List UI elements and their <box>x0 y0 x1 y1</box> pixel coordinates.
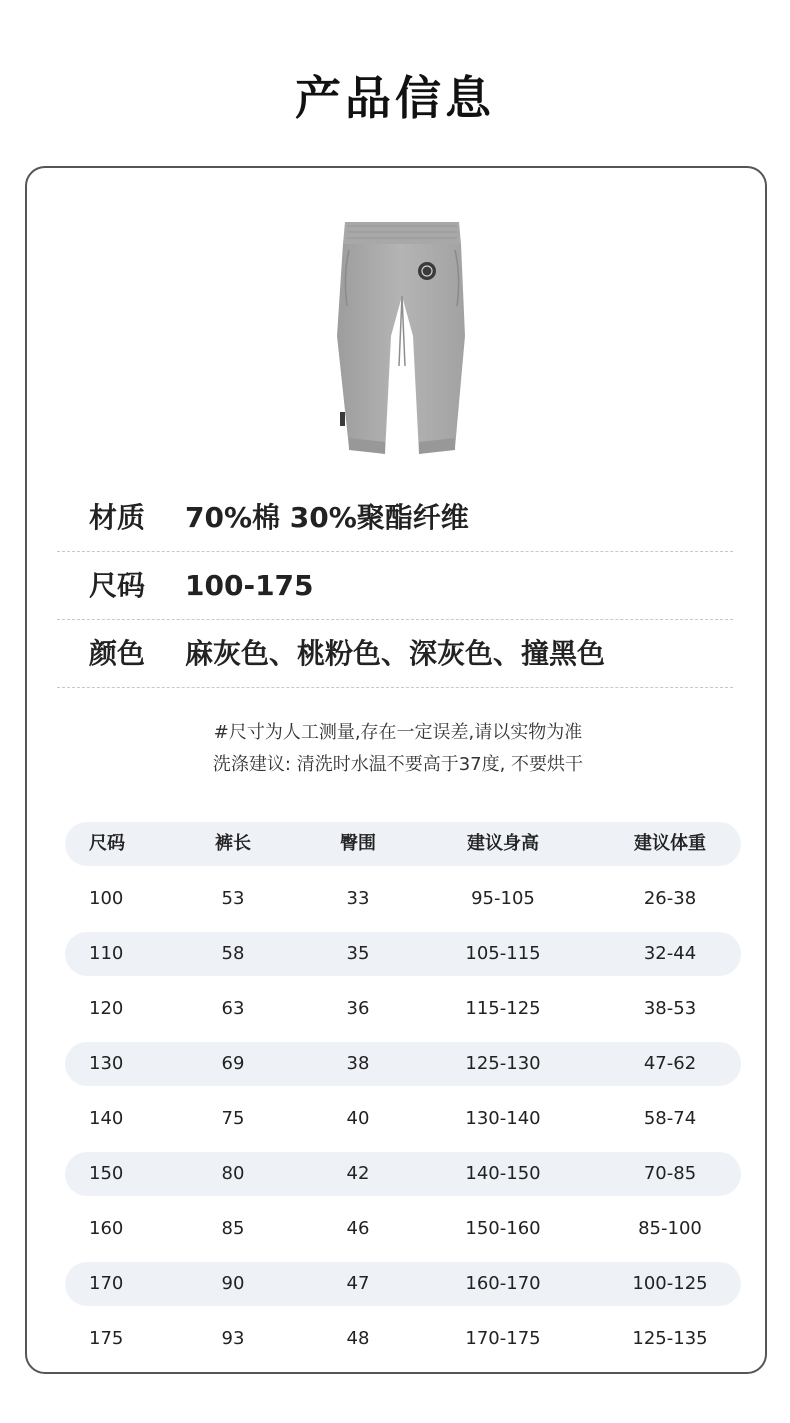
table-row <box>65 877 741 921</box>
spec-row-color <box>57 620 733 688</box>
table-header <box>65 822 741 866</box>
table-cell: 69 <box>221 1053 245 1074</box>
table-cell: 175 <box>89 1328 124 1349</box>
header-cell: 建议身高 <box>467 833 539 854</box>
grey-jogger-pants-icon <box>327 216 477 466</box>
table-row <box>65 1097 741 1141</box>
table-cell: 38 <box>346 1053 370 1074</box>
table-cell: 110 <box>89 943 124 964</box>
table-row <box>65 1207 741 1251</box>
table-cell: 48 <box>346 1328 370 1349</box>
washing-note: 洗涤建议: 清洗时水温不要高于37度, 不要烘干 <box>212 754 584 775</box>
spec-label: 材质 <box>89 501 146 534</box>
table-cell: 85-100 <box>638 1218 702 1239</box>
table-cell: 36 <box>346 998 370 1019</box>
header-cell: 建议体重 <box>634 833 706 854</box>
table-cell: 32-44 <box>643 943 697 964</box>
spec-row-material <box>57 484 733 552</box>
table-row <box>65 1152 741 1196</box>
table-cell: 70-85 <box>643 1163 697 1184</box>
header-cell: 裤长 <box>215 833 251 854</box>
table-cell: 47 <box>346 1273 370 1294</box>
spec-value: 100-175 <box>185 569 314 602</box>
header-cell: 尺码 <box>89 833 125 854</box>
measurement-note: #尺寸为人工测量,存在一定误差,请以实物为准 <box>213 722 583 743</box>
table-cell: 115-125 <box>465 998 541 1019</box>
table-cell: 26-38 <box>643 888 697 909</box>
table-row <box>65 1262 741 1306</box>
table-cell: 160-170 <box>465 1273 541 1294</box>
table-cell: 125-130 <box>465 1053 541 1074</box>
table-cell: 33 <box>346 888 370 909</box>
table-cell: 140-150 <box>465 1163 541 1184</box>
table-cell: 150-160 <box>465 1218 541 1239</box>
page-title: 产品信息 <box>295 71 495 125</box>
table-cell: 40 <box>346 1108 370 1129</box>
table-cell: 125-135 <box>632 1328 708 1349</box>
table-cell: 42 <box>346 1163 370 1184</box>
table-cell: 58-74 <box>643 1108 697 1129</box>
table-cell: 93 <box>221 1328 245 1349</box>
table-cell: 100 <box>89 888 124 909</box>
table-cell: 170-175 <box>465 1328 541 1349</box>
table-row <box>65 1317 741 1361</box>
size-table <box>65 822 741 1372</box>
table-cell: 38-53 <box>643 998 697 1019</box>
table-cell: 170 <box>89 1273 124 1294</box>
header-cell: 臀围 <box>340 833 376 854</box>
spec-row-size <box>57 552 733 620</box>
spec-value: 70%棉 30%聚酯纤维 <box>185 501 469 534</box>
table-cell: 53 <box>221 888 245 909</box>
product-info-card <box>25 166 767 1374</box>
table-cell: 47-62 <box>643 1053 697 1074</box>
table-row <box>65 932 741 976</box>
table-cell: 75 <box>221 1108 245 1129</box>
table-row <box>65 1042 741 1086</box>
table-cell: 80 <box>221 1163 245 1184</box>
table-cell: 95-105 <box>471 888 535 909</box>
table-cell: 150 <box>89 1163 124 1184</box>
table-cell: 140 <box>89 1108 124 1129</box>
table-cell: 46 <box>346 1218 370 1239</box>
table-cell: 85 <box>221 1218 245 1239</box>
table-cell: 130 <box>89 1053 124 1074</box>
spec-value: 麻灰色、桃粉色、深灰色、撞黑色 <box>185 637 606 670</box>
table-cell: 120 <box>89 998 124 1019</box>
table-cell: 90 <box>221 1273 245 1294</box>
table-cell: 160 <box>89 1218 124 1239</box>
spec-label: 尺码 <box>89 569 146 602</box>
table-cell: 63 <box>221 998 245 1019</box>
table-cell: 35 <box>346 943 370 964</box>
table-cell: 100-125 <box>632 1273 708 1294</box>
spec-label: 颜色 <box>89 637 146 670</box>
table-row <box>65 987 741 1031</box>
table-cell: 130-140 <box>465 1108 541 1129</box>
table-cell: 105-115 <box>465 943 541 964</box>
table-cell: 58 <box>221 943 245 964</box>
